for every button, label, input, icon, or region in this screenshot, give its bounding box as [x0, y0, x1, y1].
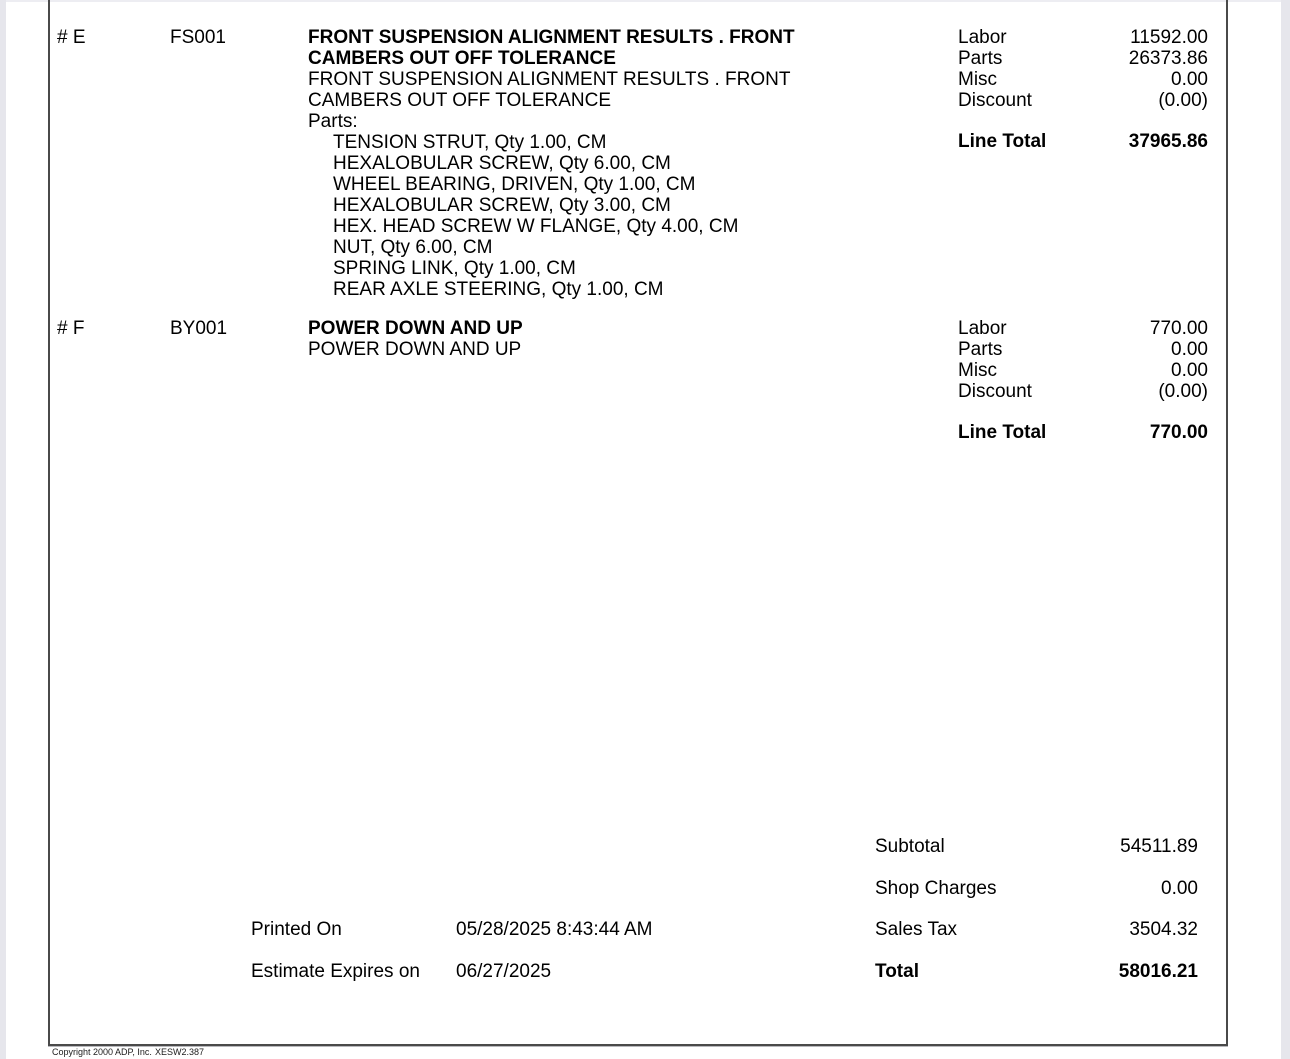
- line-description: POWER DOWN AND UP: [308, 339, 522, 360]
- estimate-expires-value: 06/27/2025: [456, 961, 552, 982]
- line-item-row-e: [0, 27, 1290, 307]
- total-value: 58016.21: [1118, 961, 1198, 982]
- part-item: TENSION STRUT, Qty 1.00, CM: [333, 132, 607, 153]
- line-total-label: Line Total: [958, 131, 1047, 152]
- part-item: HEXALOBULAR SCREW, Qty 6.00, CM: [333, 153, 671, 174]
- line-total-value: 770.00: [1149, 422, 1208, 443]
- printed-on-label: Printed On: [251, 919, 342, 940]
- fee-label-misc: Misc: [958, 69, 998, 90]
- fee-value-discount: (0.00): [1158, 381, 1208, 402]
- sales-tax-value: 3504.32: [1129, 919, 1198, 940]
- part-item: REAR AXLE STEERING, Qty 1.00, CM: [333, 279, 664, 300]
- line-title: FRONT SUSPENSION ALIGNMENT RESULTS . FRONT CAMBERS OUT OFF TOLERANCE: [308, 27, 795, 69]
- fee-label-discount: Discount: [958, 90, 1032, 111]
- copyright-text: Copyright 2000 ADP, Inc.: [52, 1047, 152, 1057]
- fee-label-labor: Labor: [958, 318, 1007, 339]
- line-total-value: 37965.86: [1128, 131, 1208, 152]
- fee-value-misc: 0.00: [1171, 69, 1208, 90]
- op-code-label: BY001: [170, 318, 228, 339]
- subtotal-value: 54511.89: [1120, 836, 1198, 857]
- fee-value-discount: (0.00): [1158, 90, 1208, 111]
- estimate-expires-label: Estimate Expires on: [251, 961, 420, 982]
- fee-value-parts: 26373.86: [1128, 48, 1208, 69]
- parts-list: [308, 132, 888, 300]
- software-version-text: XESW2.387: [155, 1047, 205, 1057]
- fee-label-labor: Labor: [958, 27, 1007, 48]
- page-bottom-border: [48, 1044, 1228, 1046]
- fee-label-misc: Misc: [958, 360, 998, 381]
- fee-value-parts: 0.00: [1171, 339, 1208, 360]
- line-title: POWER DOWN AND UP: [308, 318, 523, 339]
- op-code-label: FS001: [170, 27, 226, 48]
- sales-tax-label: Sales Tax: [875, 919, 958, 940]
- fee-value-labor: 770.00: [1149, 318, 1208, 339]
- part-item: WHEEL BEARING, DRIVEN, Qty 1.00, CM: [333, 174, 696, 195]
- line-item-row-f: [0, 318, 1290, 468]
- line-description: FRONT SUSPENSION ALIGNMENT RESULTS . FRONT CAMBERS OUT OFF TOLERANCE: [308, 69, 791, 111]
- fee-label-parts: Parts: [958, 48, 1003, 69]
- line-id-label: # F: [57, 318, 85, 339]
- shop-charges-value: 0.00: [1161, 878, 1198, 899]
- total-label: Total: [875, 961, 919, 982]
- part-item: HEXALOBULAR SCREW, Qty 3.00, CM: [333, 195, 671, 216]
- part-item: HEX. HEAD SCREW W FLANGE, Qty 4.00, CM: [333, 216, 739, 237]
- fee-values: [1008, 318, 1208, 402]
- printed-on-value: 05/28/2025 8:43:44 AM: [456, 919, 653, 940]
- fee-label-discount: Discount: [958, 381, 1032, 402]
- line-id-label: # E: [57, 27, 86, 48]
- line-description-column: [308, 27, 888, 300]
- shop-charges-label: Shop Charges: [875, 878, 997, 899]
- fee-label-parts: Parts: [958, 339, 1003, 360]
- line-description-column: [308, 318, 888, 360]
- parts-header: Parts:: [308, 111, 358, 132]
- line-total-label: Line Total: [958, 422, 1047, 443]
- fee-value-labor: 11592.00: [1130, 27, 1208, 48]
- part-item: NUT, Qty 6.00, CM: [333, 237, 493, 258]
- part-item: SPRING LINK, Qty 1.00, CM: [333, 258, 576, 279]
- viewport-top-edge: [0, 0, 1290, 2]
- fee-values: [1008, 27, 1208, 111]
- fee-value-misc: 0.00: [1171, 360, 1208, 381]
- subtotal-label: Subtotal: [875, 836, 945, 857]
